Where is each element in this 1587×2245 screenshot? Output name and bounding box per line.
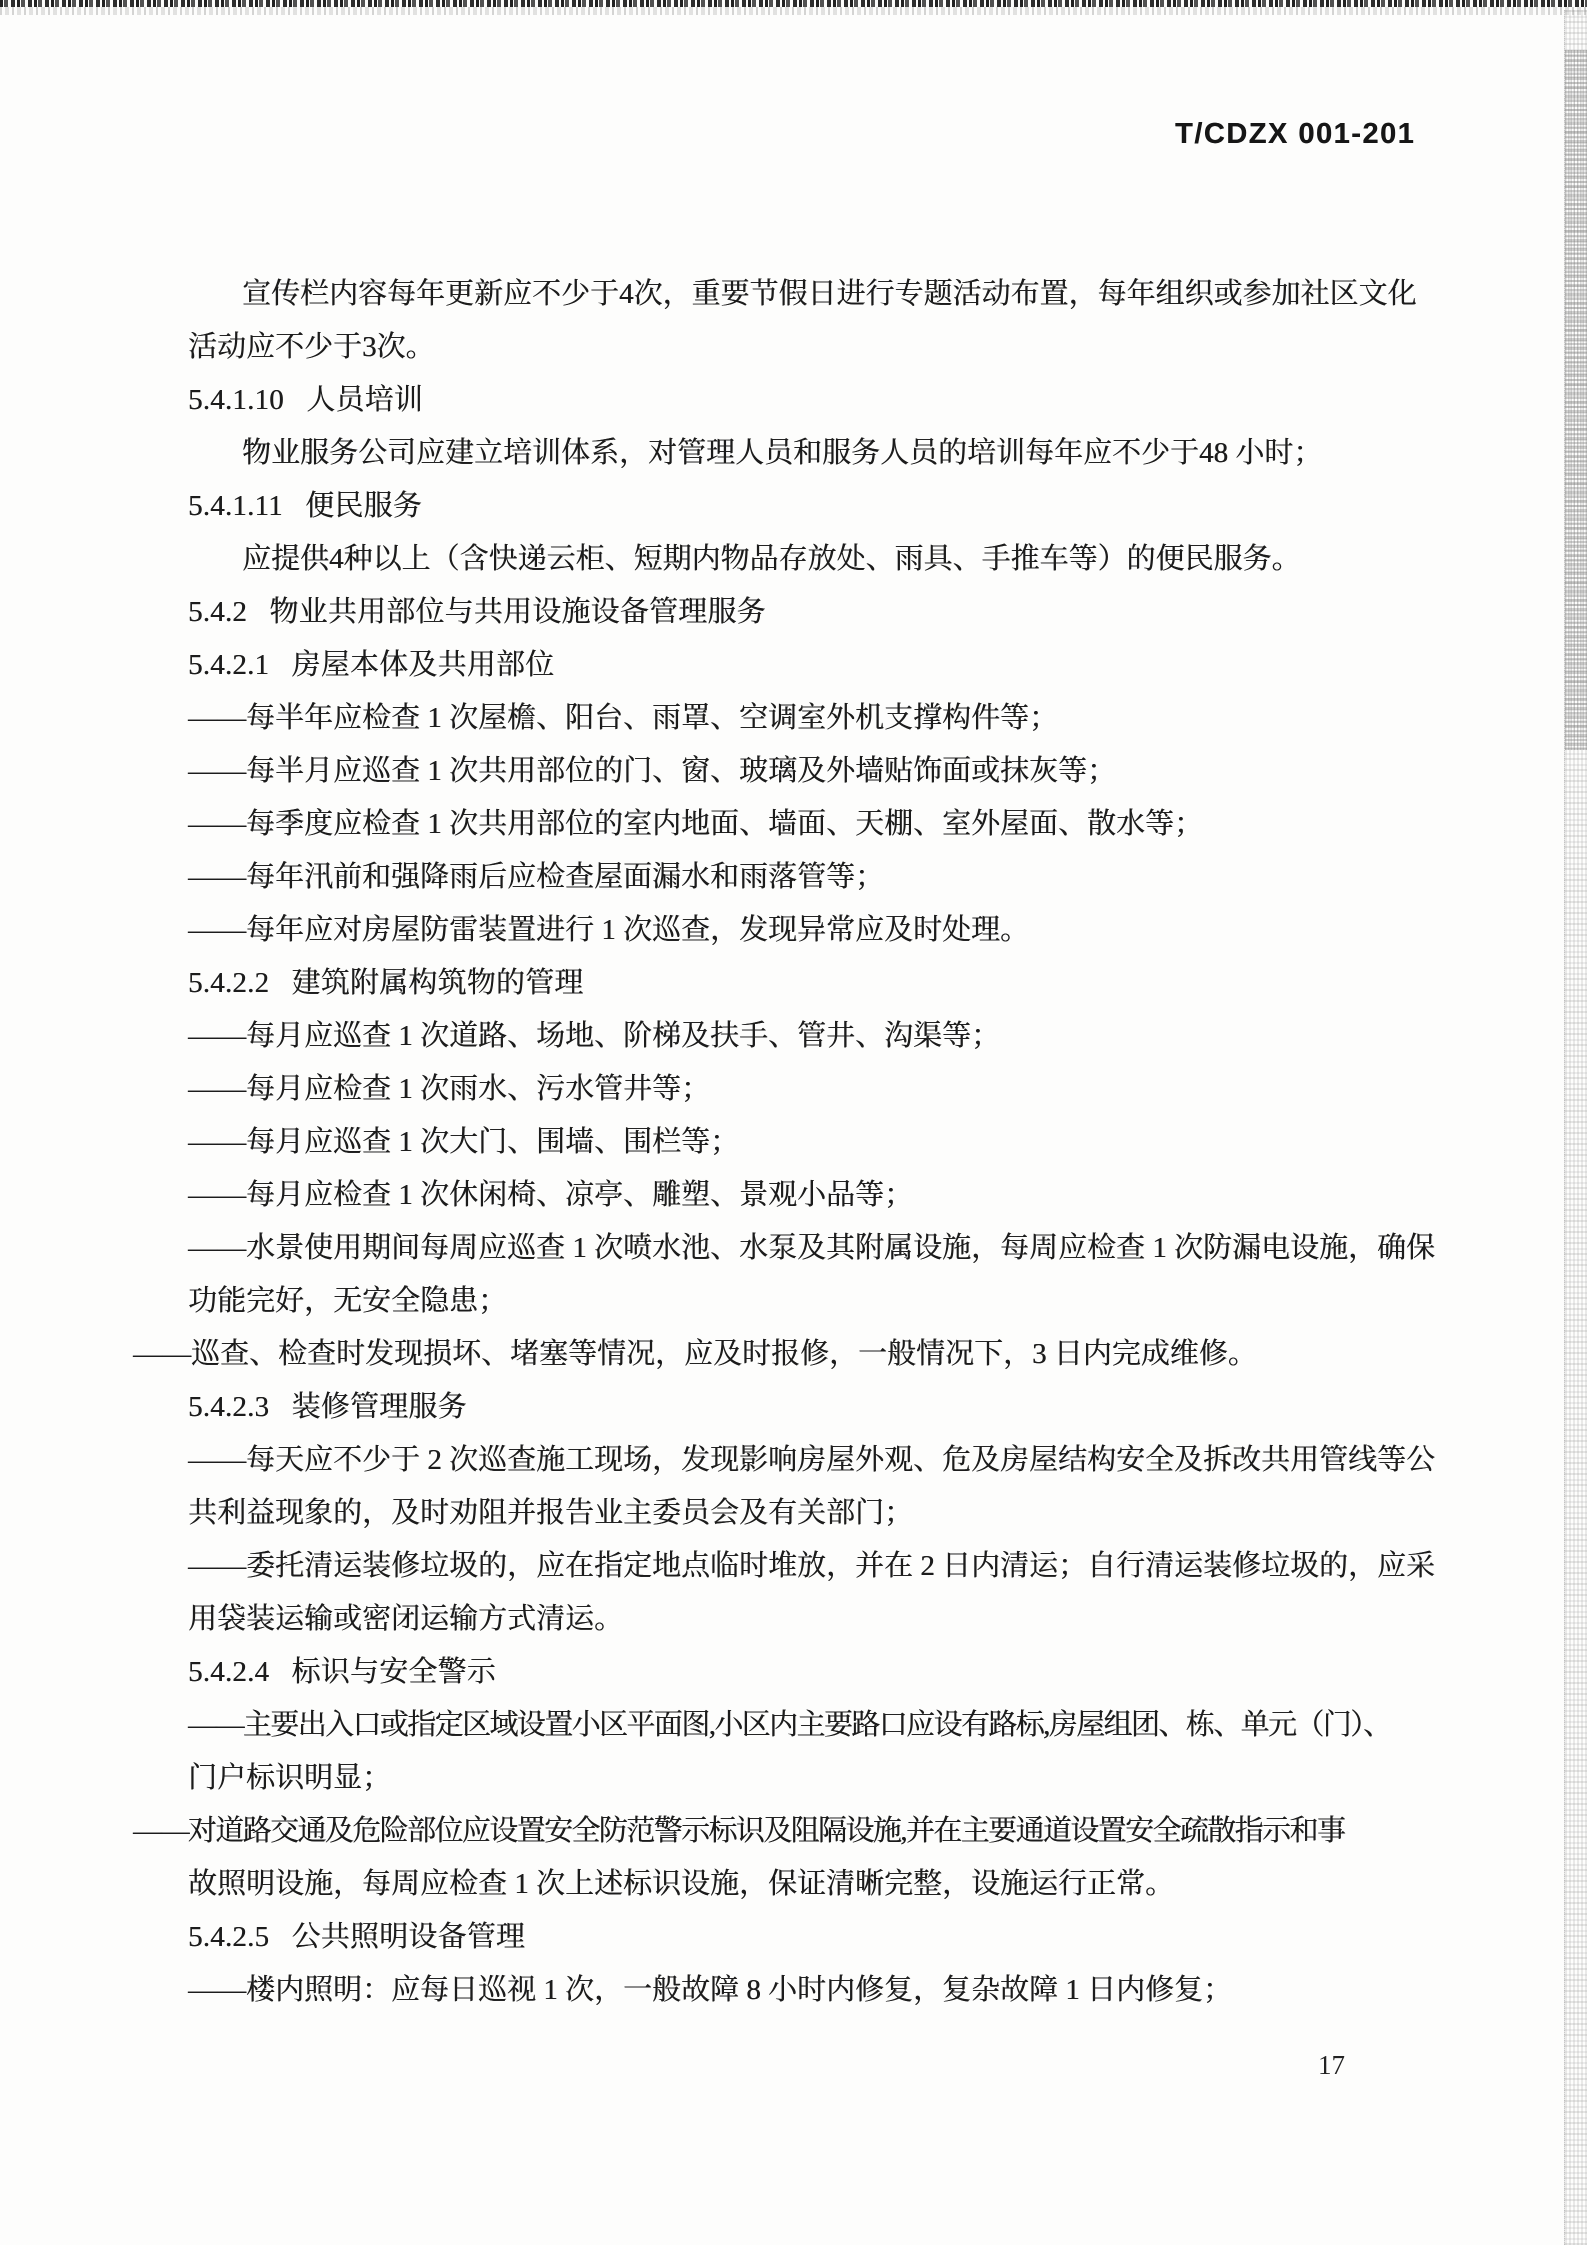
section-heading: 5.4.2.2 建筑附属构筑物的管理 <box>188 967 584 999</box>
document-code-header: T/CDZX 001-201 <box>1175 118 1416 150</box>
text-line: ——每年汛前和强降雨后应检查屋面漏水和雨落管等； <box>188 861 885 893</box>
section-heading: 5.4.2 物业共用部位与共用设施设备管理服务 <box>188 596 766 628</box>
page-number: 17 <box>1318 2050 1345 2080</box>
text-line: 功能完好，无安全隐患； <box>188 1285 508 1317</box>
text-line: ——水景使用期间每周应巡查 1 次喷水池、水泵及其附属设施，每周应检查 1 次防漏电设施，确保 <box>188 1232 1436 1264</box>
text-line: ——每年应对房屋防雷装置进行 1 次巡查，发现异常应及时处理。 <box>188 914 1030 946</box>
text-line: ——每月应检查 1 次休闲椅、凉亭、雕塑、景观小品等； <box>188 1179 914 1211</box>
document-body <box>133 268 1463 2017</box>
text-line: ——每月应检查 1 次雨水、污水管井等； <box>188 1073 711 1105</box>
text-line: 应提供4种以上（含快递云柜、短期内物品存放处、雨具、手推车等）的便民服务。 <box>242 543 1301 575</box>
section-heading: 5.4.1.10 人员培训 <box>188 384 424 416</box>
text-line: 物业服务公司应建立培训体系，对管理人员和服务人员的培训每年应不少于48 小时； <box>242 437 1323 469</box>
section-heading: 5.4.2.1 房屋本体及共用部位 <box>188 649 555 681</box>
scan-artifact-right-edge <box>1564 10 1587 2245</box>
section-heading: 5.4.2.5 公共照明设备管理 <box>188 1921 526 1953</box>
text-line: 用袋装运输或密闭运输方式清运。 <box>188 1603 624 1635</box>
text-line: 共利益现象的，及时劝阻并报告业主委员会及有关部门； <box>188 1497 914 1529</box>
text-line: ——每半月应巡查 1 次共用部位的门、窗、玻璃及外墙贴饰面或抹灰等； <box>188 755 1117 787</box>
text-line: 门户标识明显； <box>188 1762 392 1794</box>
text-line: ——每月应巡查 1 次道路、场地、阶梯及扶手、管井、沟渠等； <box>188 1020 1001 1052</box>
text-line: 活动应不少于3次。 <box>188 331 435 363</box>
text-line: ——每月应巡查 1 次大门、围墙、围栏等； <box>188 1126 740 1158</box>
section-heading: 5.4.2.4 标识与安全警示 <box>188 1656 496 1688</box>
text-line: 宣传栏内容每年更新应不少于4次，重要节假日进行专题活动布置，每年组织或参加社区文化 <box>242 278 1417 310</box>
section-heading: 5.4.1.11 便民服务 <box>188 490 422 522</box>
section-heading: 5.4.2.3 装修管理服务 <box>188 1391 467 1423</box>
text-line: ——每半年应检查 1 次屋檐、阳台、雨罩、空调室外机支撑构件等； <box>188 702 1059 734</box>
text-line: 故照明设施，每周应检查 1 次上述标识设施，保证清晰完整，设施运行正常。 <box>188 1868 1175 1900</box>
text-line: ——巡查、检查时发现损坏、堵塞等情况，应及时报修，一般情况下，3 日内完成维修。 <box>133 1338 1257 1370</box>
text-line: ——每天应不少于 2 次巡查施工现场，发现影响房屋外观、危及房屋结构安全及拆改共用管线等公 <box>188 1444 1436 1476</box>
text-line: ——每季度应检查 1 次共用部位的室内地面、墙面、天棚、室外屋面、散水等； <box>188 808 1204 840</box>
text-line: ——委托清运装修垃圾的，应在指定地点临时堆放，并在 2 日内清运；自行清运装修垃圾的，应采 <box>188 1550 1436 1582</box>
text-line: ——主要出入口或指定区域设置小区平面图,小区内主要路口应设有路标,房屋组团、栋、单元（门）、 <box>188 1709 1391 1741</box>
scan-artifact-top-edge <box>0 0 1587 7</box>
text-line: ——楼内照明：应每日巡视 1 次，一般故障 8 小时内修复，复杂故障 1 日内修复； <box>188 1974 1233 2006</box>
text-line: ——对道路交通及危险部位应设置安全防范警示标识及阻隔设施,并在主要通道设置安全疏散指示和事 <box>133 1815 1345 1847</box>
